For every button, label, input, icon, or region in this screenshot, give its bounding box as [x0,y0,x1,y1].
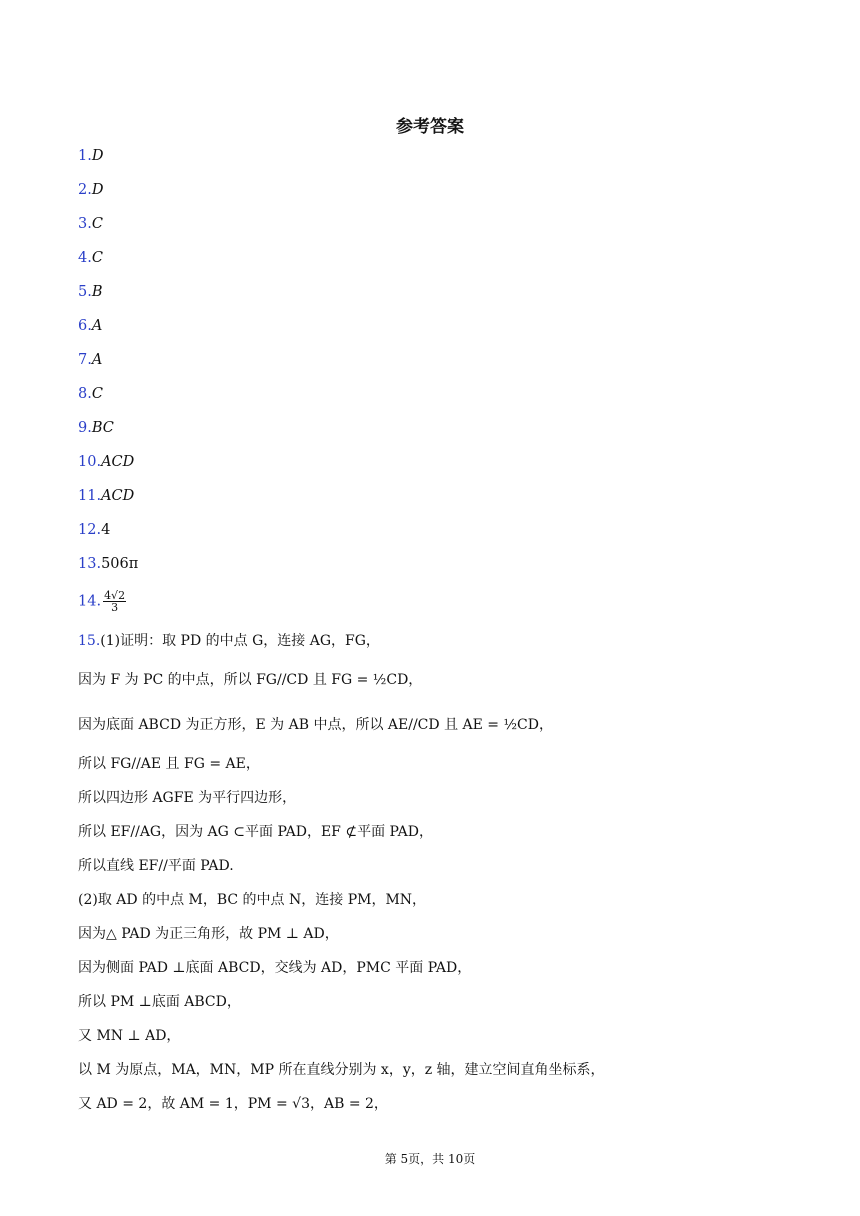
page-title: 参考答案 [396,117,464,137]
solution-line: 因为 F 为 PC 的中点，所以 FG//CD 且 FG = ½CD， [78,672,423,688]
answer-item: 13.506π [78,556,139,572]
answer-item: 12.4 [78,522,111,538]
answer-item: 5.B [78,284,103,300]
solution-line: 15.(1)证明：取 PD 的中点 G，连接 AG，FG， [78,633,380,649]
solution-line: 所以 FG//AE 且 FG = AE， [78,756,260,772]
answer-item: 4.C [78,250,103,266]
answer-item: 11.ACD [78,488,135,504]
page-footer: 第 5页，共 10页 [384,1152,476,1166]
answer-item: 10.ACD [78,454,135,470]
solution-line: 因为△ PAD 为正三角形，故 PM ⊥ AD， [78,926,339,942]
fraction: $\frac{4√2}{3}$ [104,589,126,614]
solution-line: 所以直线 EF//平面 PAD. [78,858,234,874]
answer-item: 1.D [78,148,104,164]
answer-item: 14. $\frac{4√2}{3}$ [78,589,126,614]
solution-line: 所以 EF//AG，因为 AG ⊂平面 PAD，EF ⊄平面 PAD， [78,824,433,840]
solution-line: 以 M 为原点，MA，MN，MP 所在直线分别为 x，y，z 轴，建立空间直角坐标系， [78,1062,605,1078]
answer-item: 6.A [78,318,103,334]
answer-item: 7.A [78,352,103,368]
answer-item: 2.D [78,182,104,198]
answer-item: 3.C [78,216,103,232]
solution-line: 又 AD = 2，故 AM = 1，PM = √3，AB = 2， [78,1096,388,1112]
solution-line: (2)取 AD 的中点 M，BC 的中点 N，连接 PM，MN， [78,892,427,908]
solution-line: 又 MN ⊥ AD， [78,1028,181,1044]
solution-line: 因为侧面 PAD ⊥底面 ABCD，交线为 AD，PMC 平面 PAD， [78,960,472,976]
answer-item: 8.C [78,386,103,402]
solution-line: 所以四边形 AGFE 为平行四边形， [78,790,297,806]
solution-line: 因为底面 ABCD 为正方形，E 为 AB 中点，所以 AE//CD 且 AE = ½CD， [78,717,553,733]
solution-line: 所以 PM ⊥底面 ABCD， [78,994,241,1010]
answer-item: 9.BC [78,420,114,436]
